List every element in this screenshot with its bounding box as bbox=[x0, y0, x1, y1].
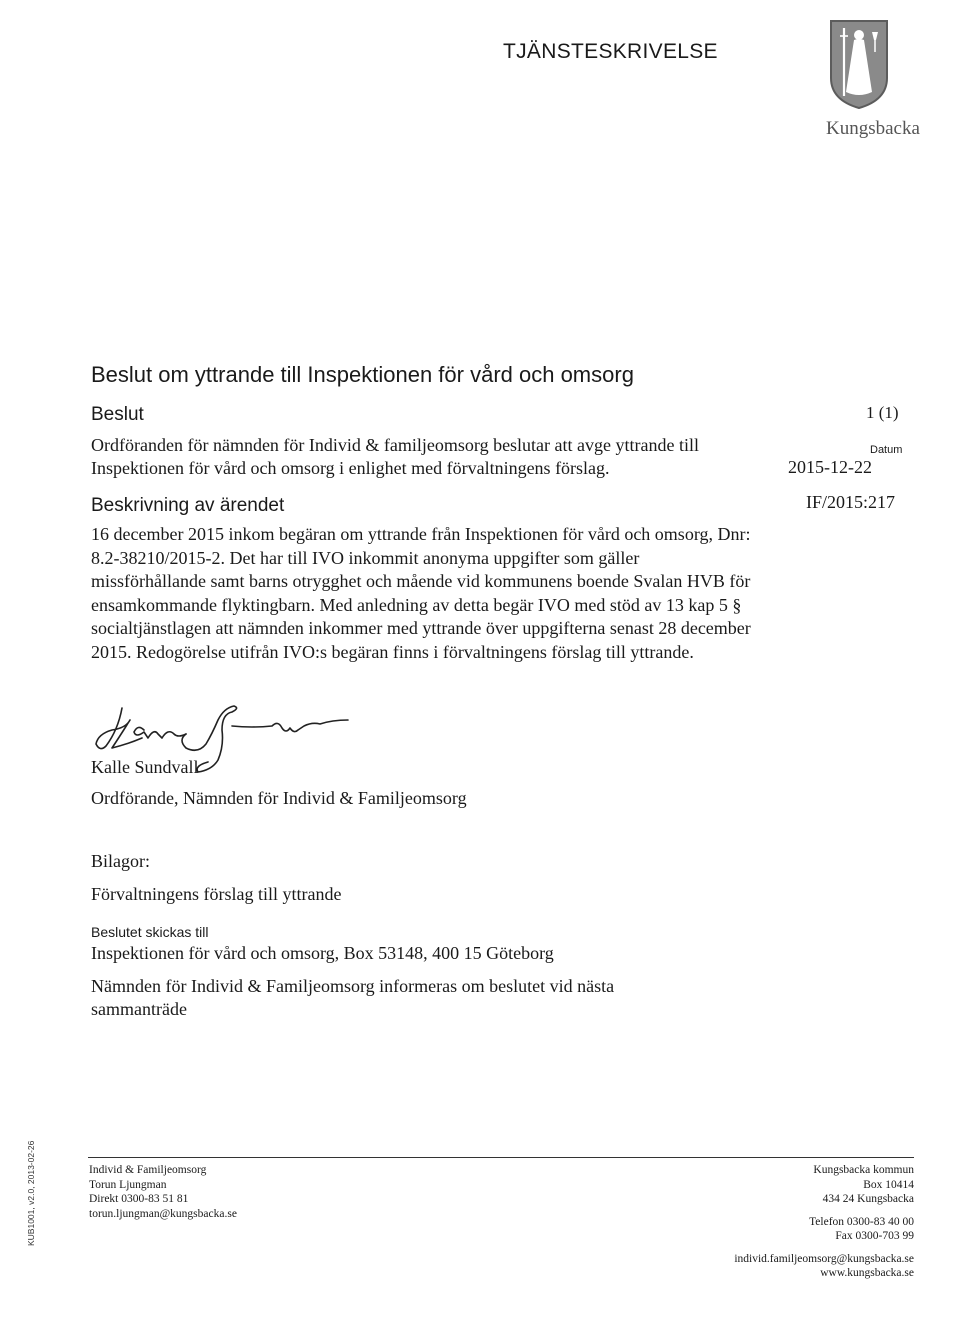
sent-to-recipient: Inspektionen för vård och omsorg, Box 53148, 400 15 Göteborg bbox=[91, 943, 554, 963]
municipality-brand: Kungsbacka bbox=[826, 118, 920, 139]
footer-postal-address: 434 24 Kungsbacka bbox=[822, 1193, 914, 1205]
footer-contact-email[interactable]: torun.ljungman@kungsbacka.se bbox=[89, 1207, 237, 1220]
footer-department: Individ & Familjeomsorg bbox=[89, 1164, 207, 1176]
footer-box: Box 10414 bbox=[863, 1178, 914, 1191]
footer-divider bbox=[88, 1157, 914, 1158]
form-code bbox=[14, 1140, 44, 1250]
footer-organization: Kungsbacka kommun bbox=[813, 1164, 914, 1176]
attachment-item: Förvaltningens förslag till yttrande bbox=[91, 884, 342, 904]
sent-to-label: Beslutet skickas till bbox=[91, 924, 209, 940]
document-type-heading: TJÄNSTESKRIVELSE bbox=[503, 40, 718, 63]
footer-phone: Telefon 0300-83 40 00 bbox=[809, 1215, 914, 1228]
description-heading: Beskrivning av ärendet bbox=[91, 495, 285, 516]
footer-email[interactable]: individ.familjeomsorg@kungsbacka.se bbox=[734, 1252, 914, 1265]
document-title: Beslut om yttrande till Inspektionen för vård och omsorg bbox=[91, 362, 634, 387]
footer-fax: Fax 0300-703 99 bbox=[835, 1230, 914, 1242]
signer-role: Ordförande, Nämnden för Individ & Familjeomsorg bbox=[91, 788, 467, 808]
case-number: IF/2015:217 bbox=[806, 492, 896, 512]
description-text: 16 december 2015 inkom begäran om yttrande från Inspektionen för vård och omsorg, Dnr: 8.2-38210/2015-2. Det har till IVO inkommit anonyma uppgifter som gäller missförhållande samt barns otrygghet och mående vid kommunens boende Svalan HVB för ensamkommande flyktingbarn. Med anledning av detta begär IVO med stöd av 13 kap 5 § socialtjänstlagen att nämnden inkommer med yttrande över uppgifterna senast 28 december 2015. Redogörelse utifrån IVO:s begäran finns i förvaltningens förslag till yttrande. bbox=[91, 524, 751, 662]
signer-name: Kalle Sundvall bbox=[91, 757, 199, 777]
kungsbacka-coat-of-arms-icon bbox=[828, 18, 890, 110]
beslut-text: Ordföranden för nämnden för Individ & familjeomsorg beslutar att avge yttrande till Inspektionen för vård och omsorg i enlighet med förvaltningens förslag. bbox=[91, 435, 699, 478]
footer-contact-right bbox=[734, 1163, 914, 1281]
date-label: Datum bbox=[870, 444, 903, 456]
information-note: Nämnden för Individ & Familjeomsorg informeras om beslutet vid nästa sammanträde bbox=[91, 976, 615, 1019]
beslut-heading: Beslut bbox=[91, 404, 144, 425]
footer-contact-left bbox=[89, 1163, 237, 1221]
footer-website[interactable]: www.kungsbacka.se bbox=[820, 1267, 914, 1279]
attachments-heading: Bilagor: bbox=[91, 851, 150, 871]
footer-contact-name: Torun Ljungman bbox=[89, 1178, 167, 1191]
page-number: 1 (1) bbox=[866, 403, 899, 422]
date-value: 2015-12-22 bbox=[788, 457, 872, 477]
footer-contact-phone: Direkt 0300-83 51 81 bbox=[89, 1193, 189, 1205]
form-code-text: KUB1001, v2.0, 2013-02-26 bbox=[26, 1140, 36, 1246]
